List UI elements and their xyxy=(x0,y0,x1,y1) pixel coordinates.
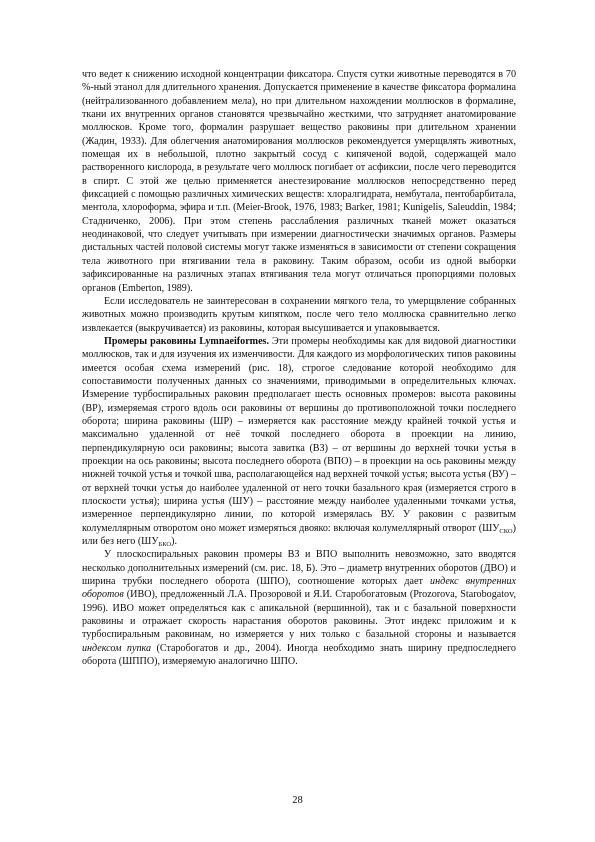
body-text xyxy=(82,68,516,668)
section-heading: Промеры раковины Lymnaeiformes. xyxy=(104,335,270,347)
text-run: Эти промеры необходимы как для видовой диагностики моллюсков, так и для изучения их изменчивости. Для каждого из морфологических типов раковины имеется особая схема измерений (рис. 18), строгое следование которой необходимо для сопоставимости полученных данных со значениями, приводимыми в определительных ключах. Измерение турбоспиральных раковин предполагает шесть основных промеров: высота раковины (ВР), измеряемая строго вдоль оси раковины от вершины до противоположной точки последнего оборота; ширина раковины (ШР) – измеряется как расстояние между крайней точкой устья и максимально удаленной от неё точкой последнего оборота в проекции на линию, перпендикулярную оси раковины; высота завитка (ВЗ) – от вершины до верхней точки устья в проекции на ось раковины; высота последнего оборота (ВПО) – в проекции на ось раковины между нижней точкой устья и точкой шва, располагающейся над верхней точкой устья; высота устья (ВУ) – от верхней точки устья до наиболее удаленной от него точки базального края (измеряется строго в плоскости устья); ширина устья (ШУ) – расстояние между наиболее удаленными точками устья, измеренное перпендикулярно линии, по которой измерялась ВУ. У раковин с развитым колумеллярным отворотом оно может измеряться двояко: включая колумеллярный отворот (ШУ xyxy=(82,335,516,534)
text-run: У плоскоспиральных раковин промеры ВЗ и ВПО выполнить невозможно, зато вводятся несколько дополнительных измерений (см. рис. 18, Б). Это – диаметр внутренних оборотов (ДВО) и ширина трубки последнего оборота (ШПО), соотношение которых дает xyxy=(82,549,516,588)
italic-term: индекс внутренних оборотов xyxy=(82,576,516,601)
page-number: 28 xyxy=(292,795,303,806)
text-run: (ИВО), предложенный Л.А. Прозоровой и Я.И. Старобогатовым (Prozorova, Starobogatov, 1996). ИВО может определяться как с апикальной (вершинной), так и с базальной поверхности раковины и отражает скорость нарастания оборотов раковины. Этот индекс приложим и к турбоспиральным раковинам, но измеряется у них только с базальной стороны и называется xyxy=(82,589,516,641)
text-run: ) или без него (ШУ xyxy=(82,522,516,548)
paragraph-shell-measurements xyxy=(82,335,516,549)
italic-term: индексом пупка xyxy=(82,642,152,654)
text-run: (Старобогатов и др., 2004). Иногда необходимо знать ширину предпоследнего оборота (ШППО), измеряемую аналогично ШПО. xyxy=(82,642,516,668)
subscript: СКО xyxy=(499,527,513,535)
subscript: БКО xyxy=(158,541,172,549)
paragraph-fixation: что ведет к снижению исходной концентрации фиксатора. Спустя сутки животные переводятся в 70 %-ный этанол для длительного хранения. Допускается применение в качестве фиксатора формалина (нейтрализованного добавлением мела), но при длительном нахождении моллюсков в формалине, ткани их внутренних органов становятся чрезвычайно жесткими, что затрудняет анатомирование моллюсков. Кроме того, формалин разрушает вещество раковины при длительном хранении (Жадин, 1933). Для облегчения анатомирования моллюсков рекомендуется умерщвлять животных, помещая их в небольшой, плотно закрытый сосуд с кипяченой водой, содержащей мало растворенного кислорода, в результате чего моллюск погибает от асфиксии, после чего переводится в спирт. С этой же целью применяется анестезирование моллюсков непосредственно перед фиксацией с помощью различных химических веществ: хлоралгидрата, нембутала, пентобарбиталa, ментола, хлороформа, эфира и т.п. (Meier-Brook, 1976, 1983; Barker, 1981; Kunigelis, Saleuddin, 1984; Стадниченко, 2006). При этом степень расслабления различных тканей может оказаться неодинаковой, что следует учитывать при измерении диагностически значимых органов. Размеры дистальных частей половой системы могут также изменяться в зависимости от степени сокращения тела животного при втягивании тела в раковину. Таким образом, особи из одной выборки зафиксированные на различных этапах втягивания тела могут отличаться пропорциями половых органов (Emberton, 1989). xyxy=(82,69,516,294)
text-run: ). xyxy=(171,536,178,548)
paragraph-planispiral xyxy=(82,548,516,668)
paragraph-boiling: Если исследователь не заинтересован в сохранении мягкого тела, то умерщвление собранных животных можно производить крутым кипятком, после чего тело моллюска сравнительно легко извлекается (выкручивается) из раковины, которая высушивается и упаковывается. xyxy=(82,295,516,334)
